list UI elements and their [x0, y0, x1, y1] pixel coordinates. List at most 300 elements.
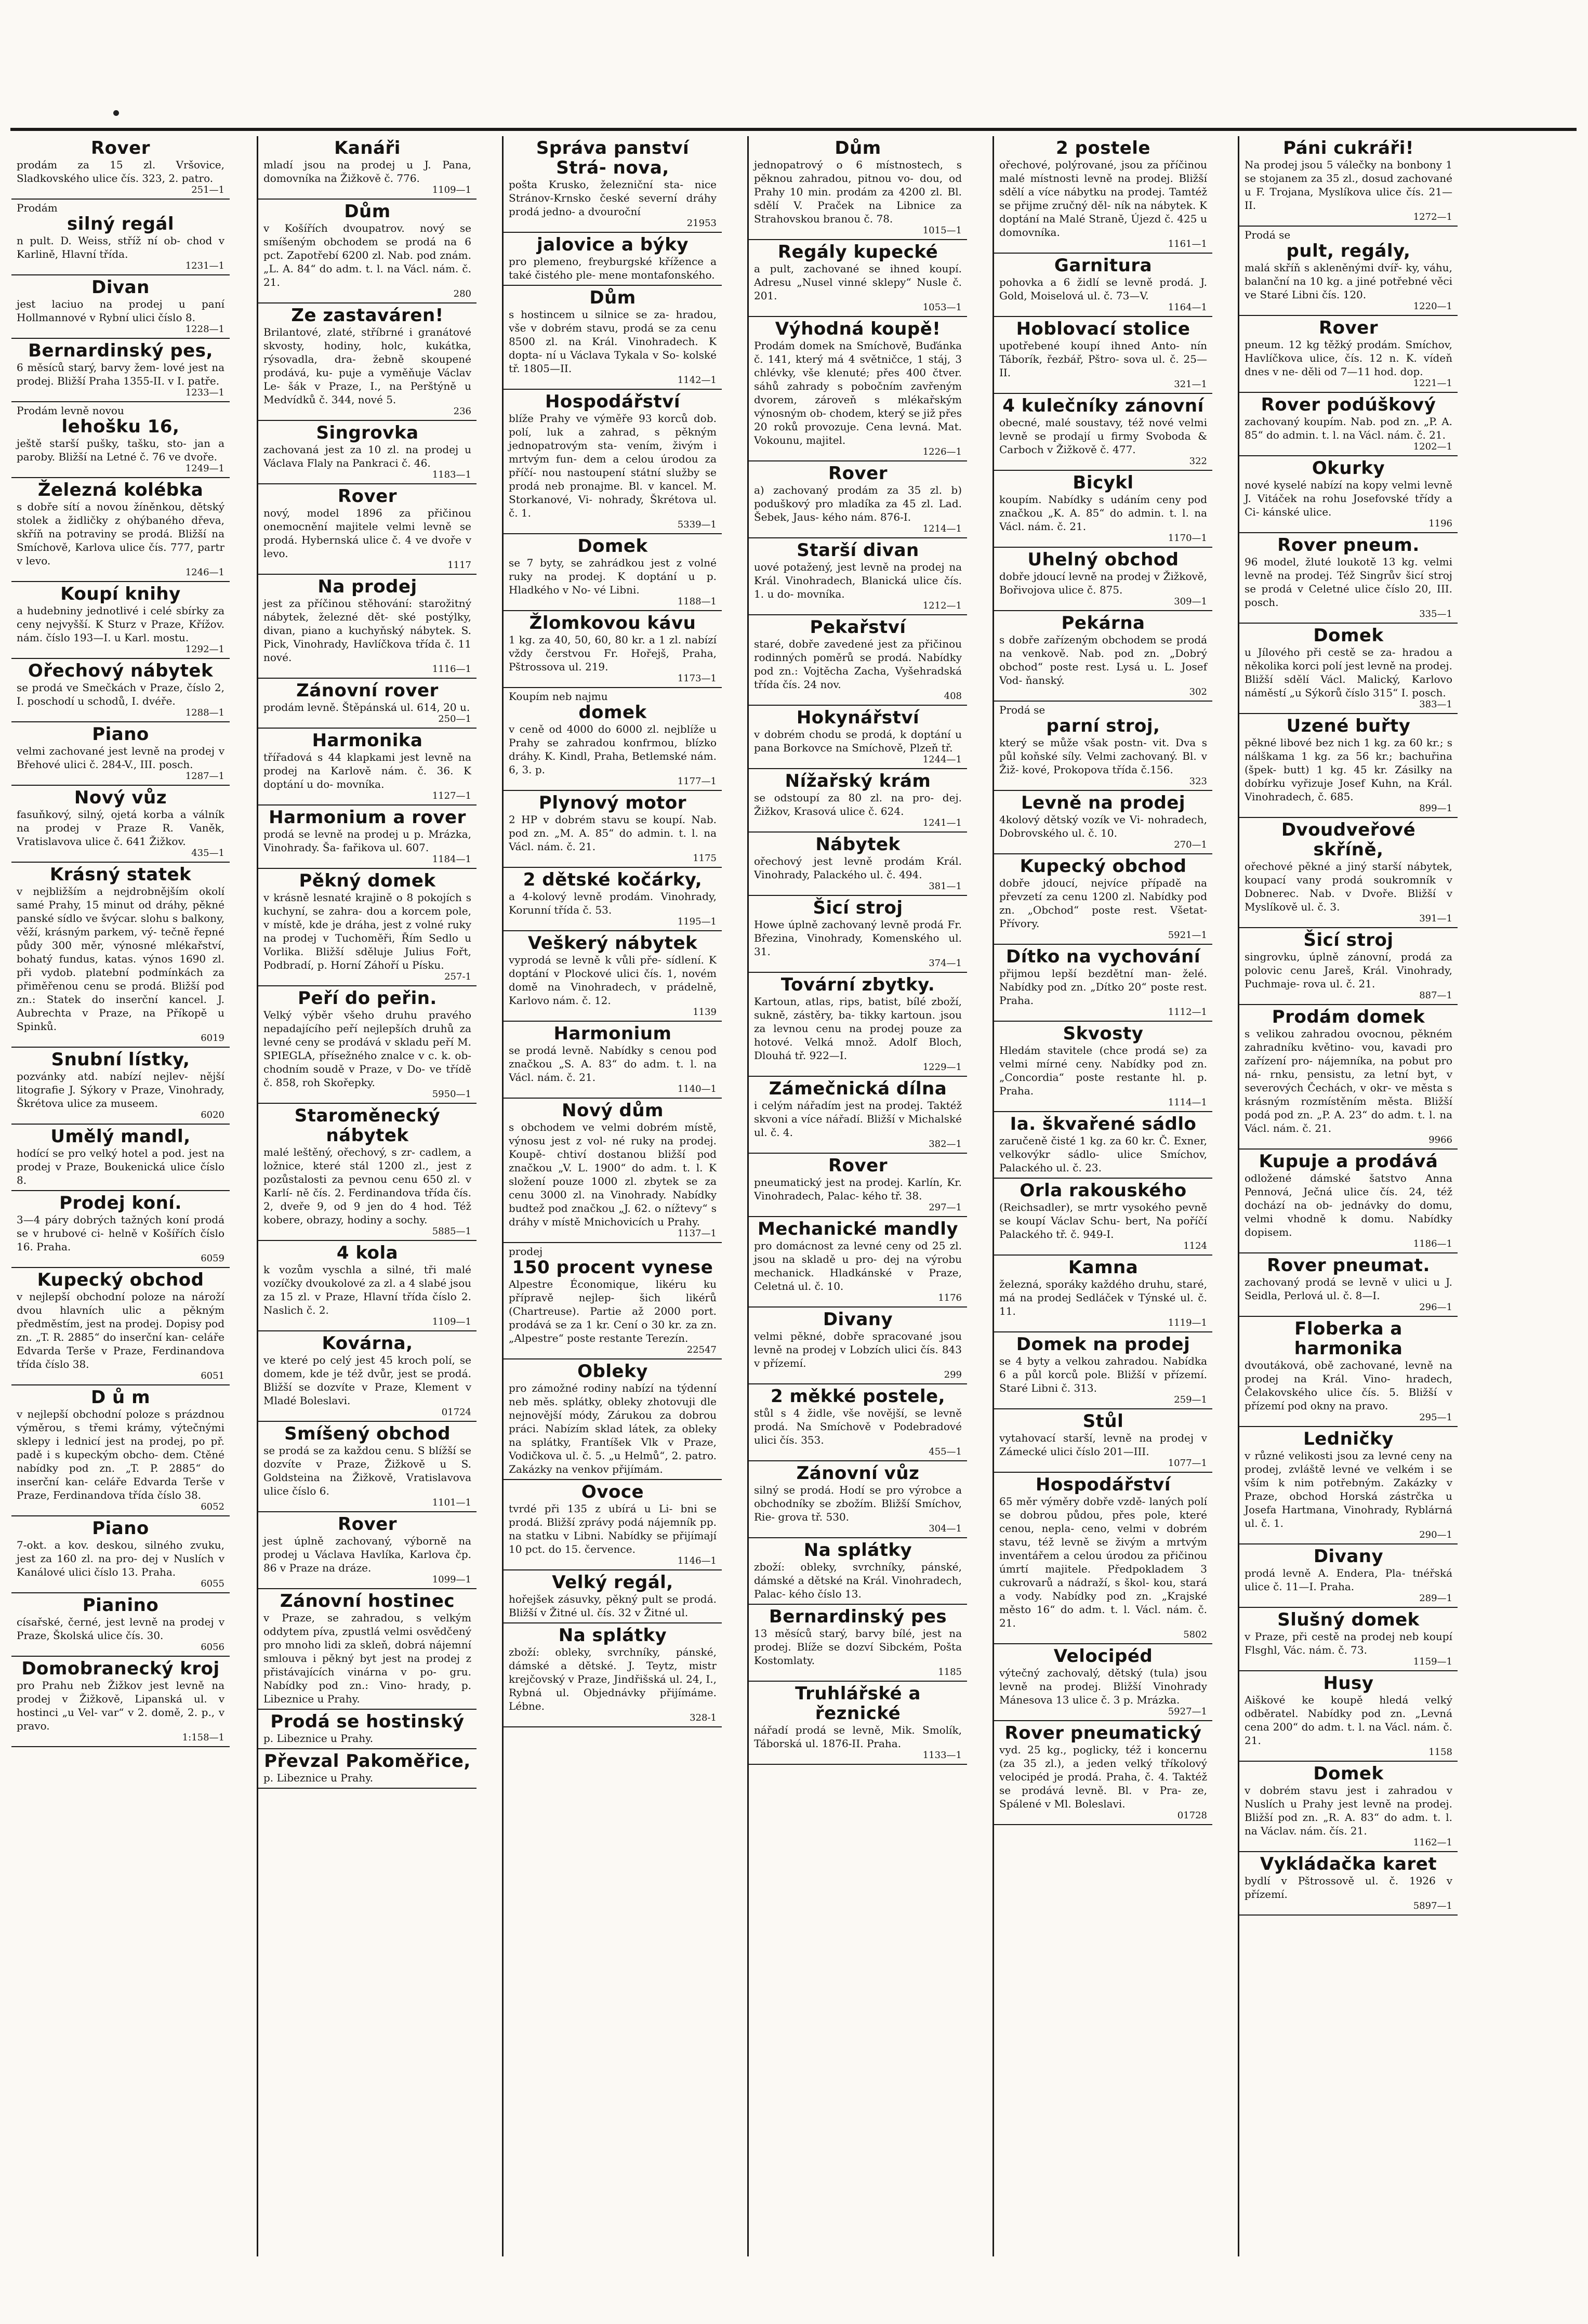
ad-heading: Velký regál, [552, 1572, 673, 1593]
ad-code: 1114—1 [1168, 1097, 1207, 1108]
ad-preamble: Prodám levně novou [17, 404, 124, 417]
ad-text: s dobře zařízeným obchodem se prodá na venkově. Nab. pod zn. „Dobrý obchod“ poste rest. Lysá u. L. Josef Vod- ňanský. [999, 633, 1207, 686]
ad-heading: Ze zastaváren! [291, 305, 444, 326]
ad-heading: Ledničky [1303, 1429, 1394, 1449]
ad-code: 1112—1 [1168, 1007, 1207, 1018]
ad-heading: Pianino [82, 1595, 159, 1616]
ad-heading: Tovární zbytky. [780, 974, 935, 995]
ad-heading: Harmonium [553, 1023, 672, 1044]
ad-code: 259—1 [1174, 1394, 1207, 1405]
ad-code: 1288—1 [185, 707, 224, 718]
ad-heading: Peří do peřin. [298, 988, 437, 1009]
ad-text: obecné, malé soustavy, též nové velmi levně se prodají u firmy Svoboda & Carboch v Žižkově č. 477. [999, 416, 1207, 456]
ad-code: 374—1 [929, 958, 962, 969]
ad-text: vyd. 25 kg., poglicky, též i koncernu (za 35 zl.), a jeden velký tříkolový velocipéd je prodá. Praha, č. 4. Taktéž se prodává levně. Bl. v Pra- ze, Spálené v Ml. Boleslavi. [999, 1744, 1207, 1810]
classified-ad [258, 1589, 477, 1710]
ad-text: jednopatrový o 6 místnostech, s pěknou zahradou, pitnou vo- dou, od Prahy 10 min. prodám za 4200 zl. Bl. sdělí V. Praček na Libnice za Strahovskou branou č. 78. [754, 159, 962, 225]
classified-ad [504, 1022, 722, 1099]
ad-text: Aiškové ke koupě hledá velký odběratel. Nabídky pod zn. „Levná cena 200“ do adm. t. l. na Václ. nám. č. 21. [1245, 1694, 1452, 1747]
ad-code: 5950—1 [432, 1089, 471, 1100]
ad-code: 9966 [1428, 1134, 1452, 1145]
ad-heading: Převzal Pakoměřice, [264, 1751, 471, 1772]
ad-heading: Prodám domek [1272, 1007, 1425, 1027]
classified-ad [11, 1516, 230, 1593]
classified-ad [504, 791, 722, 868]
ad-heading: Rover pneum. [1277, 535, 1420, 556]
ad-text: pneum. 12 kg těžký prodám. Smíchov, Havlíčkova ulice, čís. 12 n. K. vídeň dnes v ne- děli od 7—11 hod. dop. [1245, 338, 1452, 378]
classified-ad [11, 863, 230, 1048]
ad-heading: Bernardinský pes [769, 1606, 947, 1627]
ad-heading: Divany [823, 1309, 893, 1330]
ad-code: 1188—1 [677, 596, 717, 607]
ad-text: pro zámožné rodiny nabízí na týdenní neb měs. splátky, obleky zhotovuji dle nejnovější módy, Zárukou za dobrou práci. Nabízím sklad látek, za obleky na splátky, Frantíšek Vlk v Praze, Vodičkova ul. č. 5. „u Helmů“, 2. patro. Zakázky na venkov přijímám. [509, 1382, 717, 1475]
ad-text: v dobrém chodu se prodá, k doptání u pana Borkovce na Smíchově, Plzeň tř. [754, 728, 962, 754]
ad-code: 1214—1 [922, 523, 962, 534]
classified-ad [258, 729, 477, 806]
ad-heading: Snubní lístky, [51, 1049, 190, 1070]
ad-code: 1246—1 [185, 567, 224, 578]
classified-ad [1239, 136, 1458, 227]
classified-ad [994, 1256, 1212, 1332]
ad-heading: Rover [1318, 318, 1379, 338]
classified-ad [994, 1332, 1212, 1409]
ad-heading: Rover [337, 486, 398, 507]
classified-ad [11, 136, 230, 200]
classified-ad [504, 931, 722, 1022]
ad-text: a) zachovaný prodám za 35 zl. b) poduškový pro mladíka za 45 zl. Lad. Šebek, Jaus- kého nám. 876-I. [754, 484, 962, 523]
classified-ad [11, 478, 230, 582]
ad-text: p. Libeznice u Prahy. [263, 1772, 374, 1784]
classified-ad [1239, 1852, 1458, 1916]
ad-code: 1202—1 [1413, 441, 1452, 452]
ad-heading: Koupí knihy [60, 584, 181, 604]
classified-ad [1239, 1762, 1458, 1852]
ad-code: 382—1 [929, 1139, 962, 1150]
ad-heading: Žlomkovou kávu [529, 613, 696, 633]
ad-heading: Domobranecký kroj [21, 1658, 220, 1679]
ad-heading: Zánovní rover [296, 680, 439, 701]
classified-ad [994, 1409, 1212, 1473]
ad-code: 1137—1 [677, 1228, 717, 1239]
ad-code: 1109—1 [432, 184, 471, 195]
ad-text: který se může však postn- vit. Dva s půl koňské síly. Velmi zachovaný. Bl. v Žiž- kové, Prokopova třída č.156. [999, 736, 1207, 776]
classified-ad [994, 702, 1212, 791]
classified-ad [504, 868, 722, 931]
ad-text: malé leštěný, ořechový, s zr- cadlem, a ložnice, které stál 1200 zl., jest z pozůstalosti za pevnou cenu 650 zl. v Karlí- ně čís. 2. Ferdinandova třída čís. 2, dveře 9, od 9 jen do 4 hod. Též kobere, obrazy, hodiny a sochy. [263, 1146, 471, 1226]
ad-code: 1127—1 [432, 790, 471, 801]
ad-heading: Rover podúškový [1261, 394, 1436, 415]
ad-code: 1162—1 [1413, 1837, 1452, 1848]
ad-text: pošta Krusko, železniční sta- nice Stránov-Krnsko české severní dráhy prodá jedno- a dvouroční [509, 178, 717, 218]
ad-text: prodám levně. Štěpánská ul. 614, 20 u. [263, 701, 470, 714]
classified-ad [1239, 1671, 1458, 1762]
ad-text: odložené dámské šatstvo Anna Pennová, Ječná ulice čís. 24, též dochází na ob- jednávky do domu, velmi vhodně k domu. Nabídky dopisem. [1245, 1172, 1452, 1238]
classified-ad [749, 1077, 967, 1154]
ad-heading: Hoblovací stolice [1016, 319, 1190, 339]
ad-heading: Domek [577, 536, 648, 557]
ad-code: 309—1 [1174, 596, 1207, 607]
ad-code: 6059 [201, 1253, 224, 1264]
ad-heading: Kamna [1068, 1257, 1139, 1278]
ad-text: pro domácnost za levné ceny od 25 zl. jsou na skladě u pro- dej na výrobu mechanick. Hladkánské v Praze, Celetná ul. č. 10. [754, 1239, 962, 1292]
classified-ad [1239, 1253, 1458, 1317]
ad-text: Velký výběr všeho druhu pravého nepadajícího peří nejlepších druhů za levné ceny se prodává v skladu peří M. SPIEGLA, přísežného znalce v c. k. ob- chodním soudě v Praze, v Do- ve třídě č. 858, roh Skořepky. [263, 1009, 471, 1089]
ad-heading: Na prodej [317, 576, 417, 597]
ad-text: dvoutáková, obě zachované, levně na prodej na Král. Vino- hradech, Čelakovského ulice čís. 5. Bližší v přízemí pod okny na pravo. [1245, 1359, 1452, 1412]
ad-text: stůl s 4 židle, vše novější, se levně prodá. Na Smíchově v Podebradové ulici čís. 353. [754, 1407, 962, 1446]
classified-ad [749, 769, 967, 833]
ad-text: uové potažený, jest levně na prodej na Král. Vinohradech, Blanická ulice čís. 1. u do- movníka. [754, 561, 962, 600]
ad-text: v krásně lesnaté krajině o 8 pokojích s kuchyní, se zahra- dou a korcem pole, v místě, kde je dráha, jest z volné ruky na prodej v Tuchoměři, Řím Sedlo u Vorlika. Bližší sděluje Julius Fořt, Podbradí, p. Horní Záhoří u Písku. [263, 891, 471, 971]
ad-text: pneumatický jest na prodej. Karlín, Kr. Vinohradech, Palac- kého tř. 38. [754, 1176, 962, 1202]
classified-ad [11, 786, 230, 863]
classified-ad [994, 317, 1212, 394]
ad-text: pozvánky atd. nabízí nejlev- nější litografie J. Sýkory v Praze, Vinohrady, Škrétova ulice za museem. [17, 1070, 224, 1110]
ad-code: 236 [453, 406, 471, 417]
ad-text: 3—4 páry dobrých tažných koní prodá se v hrubové ci- helně v Košířích číslo 16. Praha. [17, 1213, 224, 1253]
classified-ad [11, 402, 230, 478]
classified-ad [258, 1512, 477, 1589]
ad-code: 295—1 [1419, 1412, 1452, 1423]
ad-code: 5885—1 [432, 1226, 471, 1237]
ad-text: fasuňkový, silný, ojetá korba a válník na prodej v Praze R. Vaněk, Vratislavova ulice č. 641 Žižkov. [17, 808, 224, 848]
ad-heading: Zánovní vůz [796, 1463, 920, 1484]
ad-code: 1159—1 [1413, 1656, 1452, 1667]
ad-heading: Prodej koní. [59, 1193, 182, 1213]
ad-heading: Prodá se hostinský [270, 1711, 465, 1732]
ad-code: 1185 [938, 1667, 962, 1678]
classified-ad [994, 548, 1212, 611]
ad-preamble: Koupím neb najmu [509, 690, 608, 703]
ad-code: 1241—1 [922, 817, 962, 828]
classified-ad [994, 1112, 1212, 1179]
ad-text: zachovaná jest za 10 zl. na prodej u Václava Flaly na Pankraci č. 46. [263, 443, 471, 469]
ad-code: 1124 [1183, 1240, 1207, 1251]
ad-code: 1158 [1428, 1747, 1452, 1758]
classified-ad [258, 986, 477, 1104]
ad-code: 290—1 [1419, 1529, 1452, 1540]
ad-text: nový, model 1896 za přičinou onemocnění majitele velmi levně se prodá. Hybernská ulice č. 4 ve dvoře v levo. [263, 507, 471, 560]
ad-text: v nejlepší obchodní poloze s prázdnou výměrou, s třemi krámy, výtečnými sklepy i lednicí jest na prodej, po př. padě i s kupeckým obcho- dem. Ctěné nabídky pod zn. „T. P. 2885“ do inserční kan- celáře Edvarda Terše v Praze, Ferdinandova třída číslo 38. [17, 1408, 224, 1501]
classified-ad [994, 854, 1212, 945]
classified-ad [1239, 316, 1458, 393]
classified-ad [994, 945, 1212, 1022]
classified-ad [749, 1154, 967, 1217]
ad-code: 1244—1 [922, 754, 962, 765]
classified-ad [504, 534, 722, 611]
ad-code: 250—1 [438, 714, 471, 724]
ad-code: 6051 [201, 1370, 224, 1381]
ad-code: 1184—1 [432, 854, 471, 865]
ad-text: s dobře sítí a novou žíněnkou, dětský stolek a židličky z ohýbaného dřeva, skříň na potraviny se prodá. Bližší na Smíchově, Karlova ulice čís. 777, partr v levo. [17, 500, 224, 567]
ad-heading: Hospodářství [1035, 1474, 1171, 1495]
ad-code: 1133—1 [922, 1750, 962, 1761]
column-3 [502, 136, 722, 2256]
classified-ad [1239, 1317, 1458, 1427]
classified-ad [749, 317, 967, 461]
ad-code: 435—1 [191, 848, 224, 859]
ad-text: hodící se pro velký hotel a pod. jest na prodej v Praze, Boukenická ulice číslo 8. [17, 1147, 224, 1186]
ad-text: Hledám stavitele (chce prodá se) za velmi mírné ceny. Nabídky pod zn. „Concordia“ poste restante hl. p. Praha. [999, 1044, 1207, 1097]
classified-ad [994, 791, 1212, 854]
ad-text: jest za příčinou stěhování: starožitný nábytek, železné dět- ské postýlky, divan, piano a kuchyňský nábytek. S. Pick, Vinohrady, Havlíčkova třída č. 11 nové. [263, 597, 471, 664]
ad-code: 1175 [693, 853, 717, 864]
ad-text: 7-okt. a kov. deskou, silného zvuku, jest za 160 zl. na pro- dej v Nuslích v Kanálové ulici číslo 13. Praha. [17, 1539, 224, 1578]
classified-ad [504, 1480, 722, 1570]
classified-ad [11, 1125, 230, 1191]
column-4 [747, 136, 967, 2256]
ad-heading: Výhodná koupě! [775, 319, 941, 339]
ad-text: pro plemeno, freyburgské křížence a také čistého ple- mene montafonského. [509, 255, 717, 281]
ad-code: 289—1 [1419, 1593, 1452, 1604]
classified-ad [749, 706, 967, 769]
ad-heading: Regály kupecké [777, 242, 938, 262]
ad-text: zachovaný koupím. Nab. pod zn. „P. A. 85“ do admin. t. l. na Václ. nám. č. 21. [1245, 415, 1452, 441]
classified-ad [11, 200, 230, 275]
ad-text: dobře jdoucí levně na prodej v Žižkově, Bořivojova ulice č. 875. [999, 570, 1207, 596]
classified-ad [749, 833, 967, 896]
classified-ad [749, 240, 967, 317]
classified-ad [504, 688, 722, 791]
classified-ad [994, 1644, 1212, 1721]
classified-ad [749, 1308, 967, 1384]
ad-heading: Ovoce [581, 1482, 644, 1502]
classified-ad [258, 679, 477, 729]
classified-ad [258, 1104, 477, 1241]
ad-heading: Obleky [577, 1361, 648, 1382]
classified-ad [504, 1243, 722, 1359]
ad-heading: 2 měkké postele, [770, 1386, 946, 1407]
classified-ad [749, 1461, 967, 1538]
ad-text: Alpestre Économique, likéru ku přípravě nejlep- šich likérů (Chartreuse). Partie až 2000 port. prodává se za 1 kr. Cení o 30 kr. za zn. „Alpestre“ poste restante Terezín. [509, 1278, 717, 1344]
ad-code: 5897—1 [1413, 1900, 1452, 1911]
ad-code: 1220—1 [1413, 301, 1452, 312]
classified-ad [994, 136, 1212, 254]
classified-ad [1239, 624, 1458, 714]
ad-text: dobře jdoucí, nejvíce případě na převzetí za cenu 1200 zl. Nabídky pod zn. „Obchod“ poste rest. Všetat-Přívory. [999, 877, 1207, 930]
classified-ad [258, 806, 477, 869]
ad-code: 6052 [201, 1501, 224, 1512]
ad-text: v nejbližším a nejdrobnějším okolí samé Prahy, 15 minut od dráhy, pěkné panské sídlo ve švýcar. slohu s balkony, věží, krásným parkem, vý- tečně řepné půdy 300 měr, výnosné mlékařství, bohatý fundus, katas. výnos 1690 zl. při vydob. platební podmínkách za přiměřenou cenu se prodá. Bližší pod zn.: Statek do inserční kancel. J. Aubrechta v Praze, na Příkopě u Spinků. [17, 885, 224, 1033]
ad-preamble: Prodá se [1245, 229, 1291, 241]
classified-ad [1239, 533, 1458, 624]
ad-heading: Rover pneumatický [1004, 1723, 1202, 1744]
ad-code: 1140—1 [677, 1084, 717, 1094]
ad-heading: 4 kola [336, 1243, 399, 1263]
classified-ad [994, 394, 1212, 471]
ad-code: 22547 [686, 1344, 717, 1355]
ad-code: 5921—1 [1168, 930, 1207, 941]
ad-code: 408 [944, 691, 962, 702]
ad-heading: Skvosty [1063, 1023, 1144, 1044]
ad-text: Kartoun, atlas, rips, batist, bílé zboží, sukně, zástěry, ba- tikky kartoun. jsou za levnou cenu na prodej pouze za hotové. Velká množ. Adolf Bloch, Dlouhá tř. 922—I. [754, 995, 962, 1062]
ad-text: p. Libeznice u Prahy. [263, 1732, 374, 1745]
classified-ad [1239, 714, 1458, 818]
column-6 [1238, 136, 1458, 2256]
ad-code: 391—1 [1419, 913, 1452, 924]
ad-heading: Uhelný obchod [1027, 549, 1179, 570]
classified-ad [994, 254, 1212, 317]
ad-code: 1212—1 [922, 600, 962, 611]
ad-text: n pult. D. Weiss, stříž ní ob- chod v Karlině, Hlavní třída. [17, 234, 224, 260]
ad-text: a pult, zachované se ihned koupí. Adresu „Nusel vinné sklepy“ Nusle č. 201. [754, 262, 962, 302]
ad-heading: Nížařský krám [785, 771, 931, 791]
ad-text: velmi zachované jest levně na prodej v Břehové ulici č. 284-V., III. posch. [17, 745, 224, 771]
ad-heading: Páni cukráři! [1283, 138, 1414, 159]
ad-heading: Rover [90, 138, 151, 159]
ad-heading: Na splátky [558, 1625, 667, 1646]
ad-text: s velikou zahradou ovocnou, pěkném zahradníku květino- vou, kavadi pro zařízení pro- nájemníka, na pobut pro ná- rnku, pensistu, za letní byt, v severových Čechách, v okr- ve města s krásným rozmístěním města. Bližší podá pod zn. „P. A. 23“ do adm. t. l. na Václ. nám. č. 21. [1245, 1027, 1452, 1134]
ad-heading: Domek [1313, 625, 1384, 646]
ad-text: se prodá ve Smečkách v Praze, číslo 2, I. poschodí u schodů, I. dvéře. [17, 681, 224, 707]
classified-ad [11, 1268, 230, 1385]
classified-ad [994, 1721, 1212, 1825]
ad-text: jest laciuo na prodej u paní Hollmannové v Rybní ulici číslo 8. [17, 298, 224, 324]
ad-text: vytahovací starší, levně na prodej v Zámecké ulici číslo 201—III. [999, 1432, 1207, 1458]
ad-text: pěkné libové bez nich 1 kg. za 60 kr.; s nálškama 1 kg. za 56 kr.; bachuřina (špek- butt) 1 kg. 45 kr. Zásilky na dobírku vyřizuje Josef Kuhn, na Král. Vinohradech, č. 685. [1245, 736, 1452, 803]
ad-code: 304—1 [929, 1523, 962, 1534]
ad-code: 1161—1 [1168, 239, 1207, 249]
ad-code: 1231—1 [185, 260, 224, 271]
classified-ad [504, 233, 722, 286]
ad-code: 1221—1 [1413, 378, 1452, 389]
ad-heading: Nový dům [562, 1100, 664, 1121]
ad-text: třířadová s 44 klapkami jest levně na prodej na Karlově nám. č. 36. K doptání u do- movníka. [263, 751, 471, 790]
ad-heading: Šicí stroj [813, 897, 903, 918]
ad-heading: Nový vůz [74, 787, 167, 808]
classified-ad [504, 1570, 722, 1623]
ad-text: tvrdé při 135 z ubírá u Li- bni se prodá. Bližší zprávy podá nájemník pp. na statku v Libni. Nabídky se přijímají 10 pct. do 15. července. [509, 1502, 717, 1555]
ad-text: výtečný zachovalý, dětský (tula) jsou levně na prodej. Bližší Vinohrady Mánesova 13 ulice č. 3 p. Mrázka. [999, 1667, 1207, 1706]
ad-heading: Uzené buřty [1286, 716, 1411, 736]
ad-text: nářadí prodá se levně, Mik. Smolík, Táborská ul. 1876-II. Praha. [754, 1724, 962, 1750]
ad-code: 323 [1189, 776, 1207, 787]
ad-code: 01724 [441, 1407, 471, 1418]
ad-heading: Singrovka [316, 422, 419, 443]
ad-code: 1226—1 [922, 446, 962, 457]
ad-heading: Harmonika [312, 730, 423, 751]
classified-ad [749, 1538, 967, 1605]
ad-text: se 4 byty a velkou zahradou. Nabídka 6 a půl korců pole. Bližší v přízemí. Staré Libni č. 313. [999, 1355, 1207, 1394]
classified-ad [258, 1422, 477, 1512]
ad-heading: Harmonium a rover [269, 807, 466, 828]
ad-heading: Floberka a harmonika [1294, 1318, 1403, 1359]
classified-ad [11, 582, 230, 659]
ad-heading: Ia. škvařené sádlo [1010, 1114, 1197, 1134]
ad-text: v Košířích dvoupatrov. nový se smíšeným obchodem se prodá na 6 pct. Zapotřebí 6200 zl. Nab. pod znám. „L. A. 84“ do adm. t. l. na Václ. nám. č. 21. [263, 222, 471, 288]
column-5 [992, 136, 1212, 2256]
ad-code: 1099—1 [432, 1574, 471, 1585]
ad-code: 1228—1 [185, 324, 224, 335]
ad-text: se 7 byty, se zahrádkou jest z volné ruky na prodej. K doptání u p. Hladkého v No- vé Libni. [509, 557, 717, 596]
ad-code: 1183—1 [432, 469, 471, 480]
ad-heading: Husy [1323, 1673, 1374, 1694]
ad-heading: Domek [1313, 1763, 1384, 1784]
ad-heading: Kanáři [334, 138, 401, 159]
ad-heading: Orla rakouského [1020, 1180, 1187, 1201]
column-2 [257, 136, 477, 2256]
ad-text: ořechové, polýrované, jsou za příčinou malé místnosti levně na prodej. Bližší sdělí a více nábytku na prodej. Tamtéž se přijme zručný děl- ník na nábytek. K doptání na Malé Straně, Újezd č. 425 u domovníka. [999, 159, 1207, 239]
ad-heading: Slušný domek [1277, 1609, 1420, 1630]
ad-preamble: prodej [509, 1245, 543, 1258]
ad-text: blíže Prahy ve výměře 93 korců dob. polí, luk a zahrad, s pěkným jednopatrovým sta- vením, živým i mrtvým fun- dem a celou úrodou za příčí- nou nastoupení státní služby se prodá neb pronajme. Bl. v kancel. M. Storkanové, Vi- nohrady, Škrétova ul. č. 1. [509, 412, 717, 519]
ad-code: 335—1 [1419, 609, 1452, 619]
ad-heading: Dům [835, 138, 881, 159]
classified-ad [1239, 1150, 1458, 1253]
ad-heading: Piano [92, 724, 149, 745]
ad-code: 887—1 [1419, 990, 1452, 1001]
ad-preamble: Prodá se [999, 704, 1046, 716]
ad-text: silný se prodá. Hodí se pro výrobce a obchodníky se zbožím. Bližší Smíchov, Rie- grova tř. 530. [754, 1484, 962, 1523]
ad-code: 322 [1189, 456, 1207, 467]
ad-code: 1173—1 [677, 673, 717, 684]
ad-text: zachovaný prodá se levně v ulici u J. Seidla, Perlová ul. č. 8—I. [1245, 1276, 1452, 1302]
classified-ad [1239, 393, 1458, 456]
ad-text: ještě starší pušky, tašku, sto- jan a paroby. Bližší na Letné č. 76 ve dvoře. [17, 437, 224, 463]
ad-heading: Okurky [1312, 458, 1385, 479]
ad-heading: Umělý mandl, [50, 1126, 191, 1147]
ad-text: upotřebené koupí ihned Anto- nín Táborík, řezbář, Pštro- sova ul. č. 25—II. [999, 339, 1207, 379]
ad-heading: Bicykl [1073, 472, 1134, 493]
ad-code: 381—1 [929, 881, 962, 892]
classified-ad [504, 611, 722, 688]
classified-ad [11, 1191, 230, 1268]
ad-code: 5802 [1183, 1629, 1207, 1640]
classified-ad [504, 136, 722, 233]
ad-text: (Reichsadler), se mrtr vysokého pevně se koupí Václav Schu- bert, Na poříčí Palackého tř. č. 949-I. [999, 1201, 1207, 1240]
ad-heading: Divan [91, 277, 150, 298]
ad-heading: Mechanické mandly [757, 1219, 959, 1239]
classified-ad [11, 1593, 230, 1657]
ad-text: k vozům vyschla a silné, tři malé vozíčky dvoukolové za zl. a 4 slabé jsou za 15 zl. v Praze, Hlavní třída číslo 2. Naslich č. 2. [263, 1263, 471, 1316]
ad-text: nové kyselé nabízí na kopy velmi levně J. Vitáček na rohu Josefovské třídy a Ci- kánské ulice. [1245, 479, 1452, 518]
ad-code: 257-1 [444, 971, 471, 982]
ad-code: 1233—1 [185, 387, 224, 398]
ad-text: 13 měsíců starý, barvy bílé, jest na prodej. Blíže se dozví Sibckém, Pošta Kostomlaty. [754, 1627, 962, 1667]
ad-heading: Smíšený obchod [284, 1423, 451, 1444]
ad-code: 1170—1 [1168, 533, 1207, 544]
ad-preamble: Prodám [17, 202, 58, 214]
ad-code: 1229—1 [922, 1062, 962, 1073]
ad-heading: Staroměnecký nábytek [294, 1105, 441, 1146]
ad-code: 1109—1 [432, 1316, 471, 1327]
ad-heading: Rover [828, 1155, 888, 1176]
ad-heading: Kupecký obchod [37, 1270, 204, 1290]
ad-text: a hudebniny jednotlivé i celé sbírky za ceny nejvyšší. K Sturz v Praze, Křížov. nám. číslo 193—I. u Karl. mostu. [17, 604, 224, 644]
ad-heading: 2 dětské kočárky, [523, 869, 703, 890]
ad-heading: Pěkný domek [299, 870, 436, 891]
ad-code: 328-1 [690, 1712, 717, 1723]
ad-heading: D ů m [90, 1387, 151, 1408]
ad-text: ořechový jest levně prodám Král. Vinohrady, Palackého ul. č. 494. [754, 855, 962, 881]
ad-heading: domek [578, 702, 647, 723]
ad-code: 6055 [201, 1578, 224, 1589]
classified-ad [258, 421, 477, 484]
ad-text: v Praze, se zahradou, s velkým oddytem píva, zpustlá velmi osvědčený pro mnoho lidi za skleň, dobrá nájemní smlouva i pěkný byt jest na prodej z přistávajících vinárna v po- gru. Nabídky pod zn.: Vino- hrady, p. Libeznice u Prahy. [263, 1612, 471, 1705]
classified-ad [994, 611, 1212, 702]
classified-ad [504, 390, 722, 534]
classified-ad [258, 575, 477, 679]
ad-code: 5927—1 [1168, 1706, 1207, 1717]
ad-code: 251—1 [191, 184, 224, 195]
classified-ad [1239, 818, 1458, 928]
ad-text: 6 měsíců starý, barvy žem- lové jest na prodej. Bližší Praha 1355-II. v I. patře. [17, 361, 224, 387]
ad-code: 21953 [686, 218, 717, 229]
classified-ad [258, 303, 477, 421]
ad-heading: Ořechový nábytek [28, 661, 214, 681]
ad-code: 1195—1 [677, 916, 717, 927]
ad-heading: Krásný statek [49, 864, 192, 885]
